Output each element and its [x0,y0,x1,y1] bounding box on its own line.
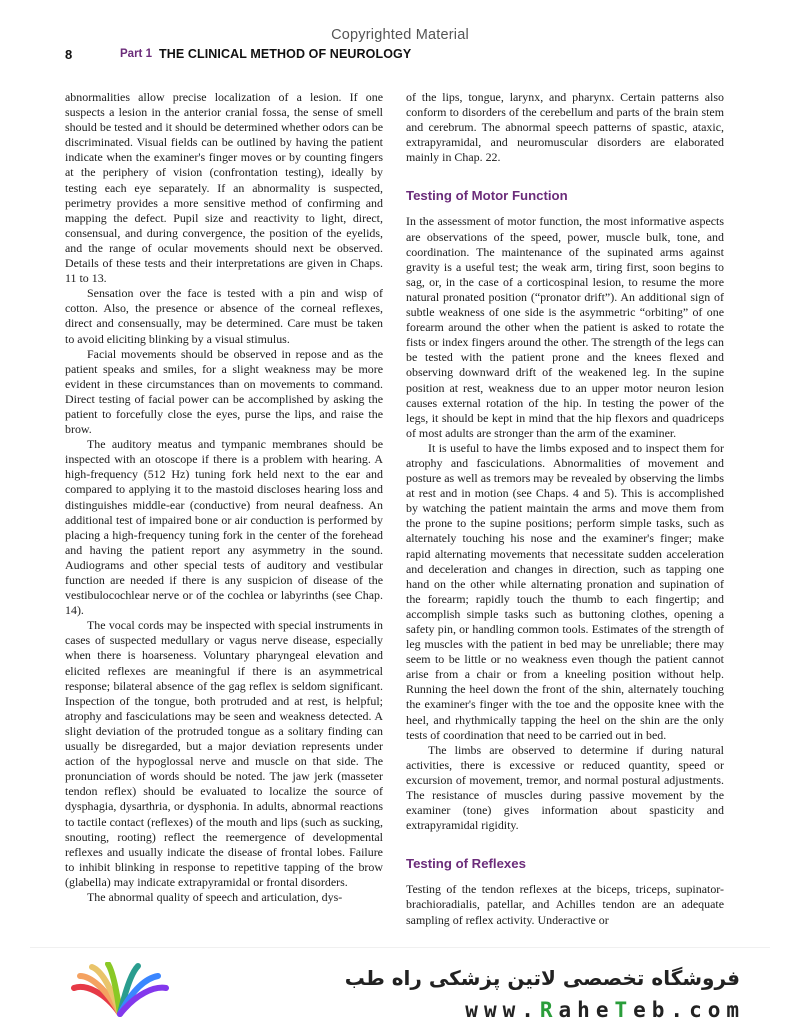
store-url[interactable] [465,998,745,1022]
paragraph: Facial movements should be observed in repose and as the patient speaks and smiles, for a slight weakness may be more evident in these circumstances than on movements to command. Direct testing of facial power can be accomplished by asking the patient to forcefully close the eyes, purse the lips, and raise the brow. [65,346,383,437]
url-part: T [614,998,634,1022]
page-number: 8 [65,47,73,62]
running-title: THE CLINICAL METHOD OF NEUROLOGY [159,47,412,61]
paragraph: The limbs are observed to determine if during natural activities, there is excessive or reduced quantity, speed or excursion of movement, tremor, and normal postural adjustments. The resistance of muscles during passive movement by the examiner (tone) gives information about spasticity and extrapyramidal rigidity. [406,742,724,833]
url-part: www. [465,998,540,1022]
paragraph: The vocal cords may be inspected with special instruments in cases of suspected medullary or vagus nerve disease, especially when there is hoarseness. Voluntary pharyngeal elevation and elicited reflexes are meaningful if there is an asymmetrical response; bilateral absence of the gag reflex is seldom significant. Inspection of the tongue, both protruded and at rest, is helpful; atrophy and fasciculations may be seen and weakness detected. A slight deviation of the protruded tongue as a solitary finding can usually be disregarded, but a major deviation represents under action of the hypoglossal nerve and muscle on that side. The pronunciation of words should be noted. The jaw jerk (masseter tendon reflex) should be evaluated to localize the source of dysphagia, dysarthria, or dysphonia. In adults, abnormal reactions to tactile contact (reflexes) of the mouth and lips (such as sucking, snouting, rooting) reflect the reemergence of developmental reflexes and usually indicate the disease of frontal lobes. Failure to inhibit blinking in response to repetitive tapping of the brow (glabella) may indicate extrapyramidal or frontal disorders. [65,618,383,889]
right-column [406,90,724,928]
url-part: eb [633,998,671,1022]
paragraph: It is useful to have the limbs exposed and to inspect them for atrophy and fasciculations. Abnormalities of movement and posture as well as tremors may be revealed by observing the limbs at rest and in motion (see Chaps. 4 and 5). This is accomplished by watching the patient maintain the arms and move them from the prone to the supine positions; perform simple tasks, such as alternately touching his nose and the examiner's finger; make rapid alternating movements that necessitate sudden acceleration and deceleration and changes in direction, such as tapping one hand on the other while alternating pronation and supination of the forearm; rapidly touch the thumb to each fingertip; and accomplish simple tasks such as buttoning clothes, opening a safety pin, or handling common tools. Estimates of the strength of leg muscles with the patient in bed may be unreliable; there may seem to be little or no weakness even though the patient cannot arise from a chair or from a kneeling position without help. Running the heel down the front of the shin, alternately touching the examiner's finger with the toe and the opposite knee with the heel, and rhythmically tapping the heel on the shin are the only tests of coordination that need to be carried out in bed. [406,440,724,742]
paragraph: Testing of the tendon reflexes at the biceps, triceps, supinator-brachioradialis, patellar, and Achilles tendon are an adequate sampling of reflex activity. Underactive or [406,882,724,927]
part-label: Part 1 [120,48,152,60]
paragraph: In the assessment of motor function, the most informative aspects are observations of the speed, power, muscle bulk, tone, and coordination. The maintenance of the supinated arms against gravity is a useful test; the weak arm, tiring first, soon begins to sag, or, in the case of a corticospinal lesion, to resume the more natural pronated position (“pronator drift”). An additional sign of subtle weakness of one side is the asymmetric “orbiting” of one forearm around the other when the patient is asked to rotate the fists or index fingers around the other. The strength of the legs can be tested with the patient prone and the knees flexed and observing downward drift of the weakened leg. In the supine position at rest, weakness due to an upper motor neuron lesion causes external rotation of the hip. In testing the power of the legs, it should be kept in mind that the hip flexors and quadriceps of most adults are stronger than the arm of the examiner. [406,214,724,440]
copyright-watermark: Copyrighted Material [331,27,469,43]
url-part: ahe [558,998,615,1022]
section-heading-motor: Testing of Motor Function [406,188,568,204]
paragraph: abnormalities allow precise localization of a lesion. If one suspects a lesion in the anterior cranial fossa, the sense of smell should be tested and it should be determined whether odors can be discriminated. Visual fields can be outlined by having the patient indicate when the examiner's finger moves or by counting fingers at the periphery of vision (confrontation testing), ideally by testing each eye separately. If an abnormality is suspected, perimetry provides a more sensitive method of confirming and mapping the defect. Pupil size and reactivity to light, direct, consensual, and during convergence, the position of the eyelids, and the range of ocular movements should next be observed. Details of these tests and their interpretations are given in Chaps. 11 to 13. [65,90,383,286]
url-part: .com [670,998,745,1022]
paragraph: of the lips, tongue, larynx, and pharynx. Certain patterns also conform to disorders of the cerebellum and parts of the brain stem and cerebrum. The abnormal speech patterns of spastic, ataxic, extrapyramidal, and neuromuscular disorders are elaborated mainly in Chap. 22. [406,90,724,165]
left-column [65,90,383,905]
open-book-logo-icon [70,962,170,1027]
paragraph: The auditory meatus and tympanic membranes should be inspected with an otoscope if there is a problem with hearing. A high-frequency (512 Hz) tuning fork held next to the ear and compared to applying it to the mastoid discloses hearing loss and distinguishes middle-ear (conductive) from neural deafness. An additional test of impaired bone or air conduction is performed by placing a high-frequency tuning fork in the center of the forehead and having the patient report any asymmetry in the sound. Audiograms and other special tests of auditory and vestibular function are needed if there is any suspicion of disease of the vestibulocochlear nerve or of the cochlea or labyrinths (see Chap. 14). [65,437,383,618]
running-header [65,47,740,65]
url-part: R [539,998,559,1022]
store-banner [30,947,770,1029]
section-heading-reflexes: Testing of Reflexes [406,856,526,872]
store-name: فروشگاه تخصصی لاتین پزشکی راه طب [344,966,740,990]
paragraph: Sensation over the face is tested with a pin and wisp of cotton. Also, the presence or absence of the corneal reflexes, direct and consensually, may be determined. Care must be taken to avoid eliciting blinking by a visual stimulus. [65,286,383,346]
paragraph: The abnormal quality of speech and articulation, dys- [87,889,343,904]
